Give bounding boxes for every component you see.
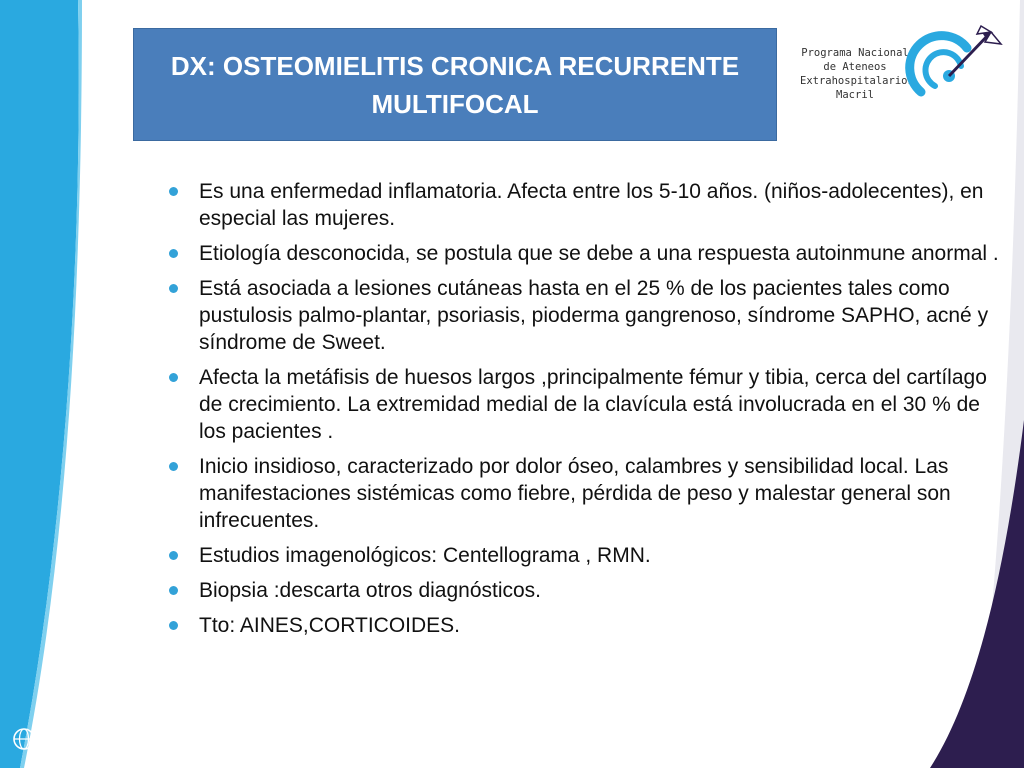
program-logo-text (800, 46, 914, 102)
bullet-item (168, 364, 1008, 445)
globe-icon (12, 727, 36, 751)
bullet-item (168, 453, 1008, 534)
bullet-list (168, 178, 1008, 639)
bullet-text: Etiología desconocida, se postula que se debe a una respuesta autoinmune anormal . (199, 242, 999, 265)
bullet-item (168, 178, 1008, 232)
slide-content (168, 178, 1008, 647)
bullet-dot-icon (169, 187, 178, 196)
logo-line: de Ateneos (823, 61, 887, 73)
bullet-text: Es una enfermedad inflamatoria. Afecta entre los 5-10 años. (niños-adolecentes), en especial las mujeres. (199, 180, 984, 230)
target-arrow-icon (905, 22, 1005, 122)
logo-line: Extrahospitalarios (800, 75, 914, 87)
bullet-dot-icon (169, 373, 178, 382)
bullet-dot-icon (169, 621, 178, 630)
bullet-dot-icon (169, 586, 178, 595)
slide-title: DX: OSTEOMIELITIS CRONICA RECURRENTE MULTIFOCAL (170, 50, 740, 119)
bullet-dot-icon (169, 551, 178, 560)
brand-footer (12, 727, 108, 751)
bullet-text: Estudios imagenológicos: Centellograma , RMN. (199, 544, 651, 567)
bullet-text: Afecta la metáfisis de huesos largos ,principalmente fémur y tibia, cerca del cartílago de crecimiento. La extremidad medial de la clavícula está involucrada en el 30 % de los pacientes . (199, 366, 987, 443)
program-logo (800, 22, 1005, 122)
bullet-text: Inicio insidioso, caracterizado por dolor óseo, calambres y sensibilidad local. Las manifestaciones sistémicas como fiebre, pérdida de peso y malestar general son infrecuentes. (199, 455, 951, 532)
bullet-text: Está asociada a lesiones cutáneas hasta en el 25 % de los pacientes tales como pustulosis palmo-plantar, psoriasis, pioderma gangrenoso, síndrome SAPHO, acné y síndrome de Sweet. (199, 277, 989, 354)
bullet-item (168, 542, 1008, 569)
left-decorative-band (0, 0, 82, 768)
bullet-item (168, 275, 1008, 356)
bullet-item (168, 577, 1008, 604)
bullet-text: Biopsia :descarta otros diagnósticos. (199, 579, 542, 602)
brand-name: Andrómaco (41, 732, 108, 746)
title-box (133, 28, 777, 141)
bullet-item (168, 240, 1008, 267)
logo-line: Programa Nacional (801, 47, 909, 59)
bullet-item (168, 612, 1008, 639)
bullet-dot-icon (169, 462, 178, 471)
bullet-dot-icon (169, 284, 178, 293)
bullet-text: Tto: AINES,CORTICOIDES. (199, 614, 461, 637)
bullet-dot-icon (169, 249, 178, 258)
logo-line: Macril (836, 89, 874, 101)
